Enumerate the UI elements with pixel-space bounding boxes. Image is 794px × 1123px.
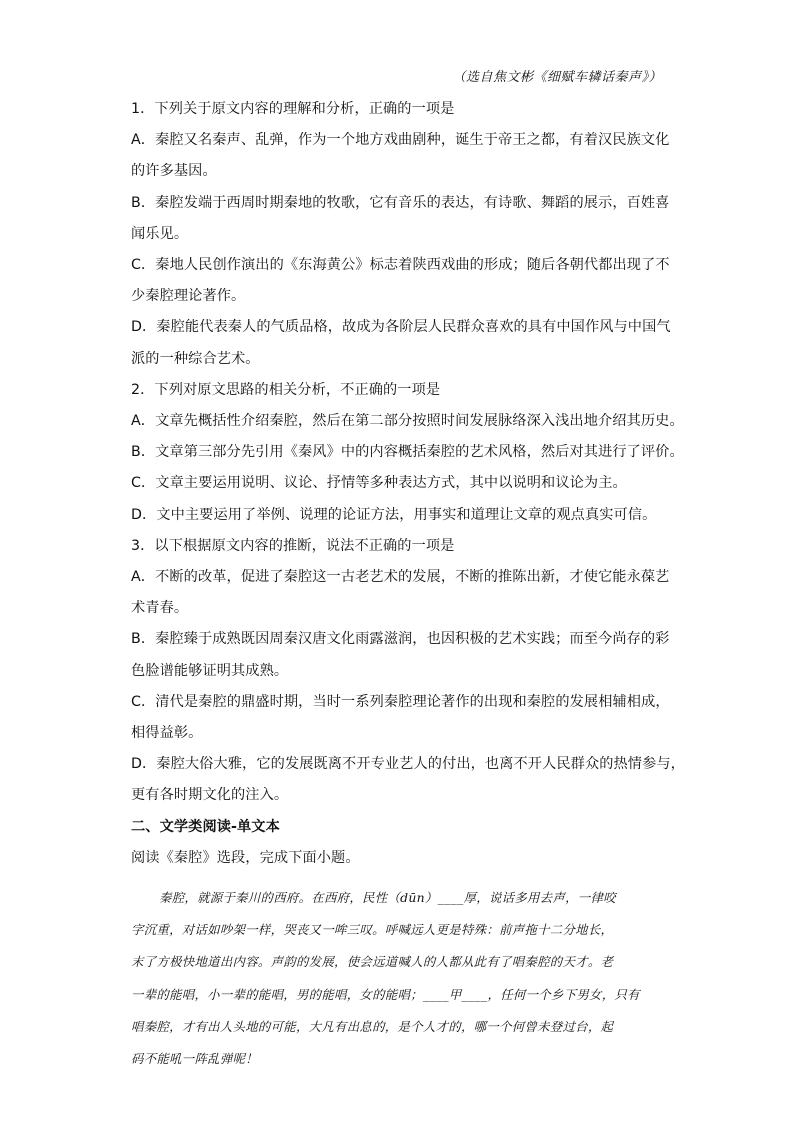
option-c: C．秦地人民创作演出的《东海黄公》标志着陕西戏曲的形成；随后各朝代都出现了不 [131, 257, 670, 274]
question-3 [131, 531, 685, 812]
option-a-cont: 的许多基因。 [131, 163, 217, 180]
option-a: A．文章先概括性介绍秦腔，然后在第二部分按照时间发展脉络深入浅出地介绍其历史。 [131, 413, 684, 430]
option-a: A．不断的改革，促进了秦腔这一古老艺术的发展，不断的推陈出新，才使它能永葆艺 [131, 569, 670, 586]
reading-instruction: 阅读《秦腔》选段，完成下面小题。 [131, 849, 360, 866]
option-d: D．秦腔能代表秦人的气质品格，故成为各阶层人民群众喜欢的具有中国作风与中国气 [131, 319, 671, 336]
option-d-cont: 派的一种综合艺术。 [131, 350, 260, 367]
question-1 [131, 94, 671, 375]
option-c: C．文章主要运用说明、议论、抒情等多种表达方式，其中以说明和议论为主。 [131, 475, 627, 492]
option-c-cont: 少秦腔理论著作。 [131, 288, 246, 305]
option-d: D．文中主要运用了举例、说理的论证方法，用事实和道理让文章的观点真实可信。 [131, 506, 657, 523]
passage-line: 秦腔，就源于秦川的西府。在西府，民性（dūn）____厚，说话多用去声，一律咬 [159, 890, 616, 906]
section-heading: 二、文学类阅读-单文本 [131, 818, 280, 835]
document-body [131, 94, 685, 1075]
option-b-cont: 闻乐见。 [131, 225, 189, 242]
option-c: C．清代是秦腔的鼎盛时期，当时一系列秦腔理论著作的出现和秦腔的发展相辅相成， [131, 693, 670, 710]
option-b: B．秦腔发端于西周时期秦地的牧歌，它有音乐的表达，有诗歌、舞蹈的展示，百姓喜 [131, 194, 670, 211]
option-a-cont: 术青春。 [131, 600, 189, 617]
option-d-cont: 更有各时期文化的注入。 [131, 787, 289, 804]
passage-line: 码不能吼一阵乱弹呢！ [131, 1051, 258, 1067]
option-a: A．秦腔又名秦声、乱弹，作为一个地方戏曲剧种，诞生于帝王之都，有着汉民族文化 [131, 132, 670, 149]
passage-line: 末了方极快地道出内容。声韵的发展，使会远道喊人的人都从此有了唱秦腔的天才。老 [131, 954, 614, 970]
option-b-cont: 色脸谱能够证明其成熟。 [131, 662, 289, 679]
question-2 [131, 375, 684, 531]
passage-line: 唱秦腔，才有出人头地的可能，大凡有出息的，是个人才的，哪一个何曾未登过台，起 [131, 1018, 614, 1034]
passage-line: 一辈的能唱，小一辈的能唱，男的能唱，女的能唱；____甲____，任何一个乡下男女，只有 [131, 986, 640, 1002]
option-b: B．文章第三部分先引用《秦风》中的内容概括秦腔的艺术风格，然后对其进行了评价。 [131, 444, 684, 461]
option-d: D．秦腔大俗大雅，它的发展既离不开专业艺人的付出，也离不开人民群众的热情参与， [131, 756, 685, 773]
question-stem: 1．下列关于原文内容的理解和分析，正确的一项是 [131, 101, 455, 117]
source-note: （选自焦文彬《细赋车辚话秦声》） [452, 70, 662, 85]
question-stem: 2．下列对原文思路的相关分析，不正确的一项是 [131, 381, 441, 398]
option-b: B．秦腔臻于成熟既因周秦汉唐文化雨露滋润，也因积极的艺术实践；而至今尚存的彩 [131, 631, 670, 648]
question-stem: 3．以下根据原文内容的推断，说法不正确的一项是 [131, 537, 455, 554]
passage-line: 字沉重，对话如吵架一样，哭丧又一哞三叹。呼喊远人更是特殊：前声拖十二分地长， [131, 922, 614, 938]
reading-passage [131, 882, 667, 1075]
option-c-cont: 相得益彰。 [131, 725, 203, 742]
